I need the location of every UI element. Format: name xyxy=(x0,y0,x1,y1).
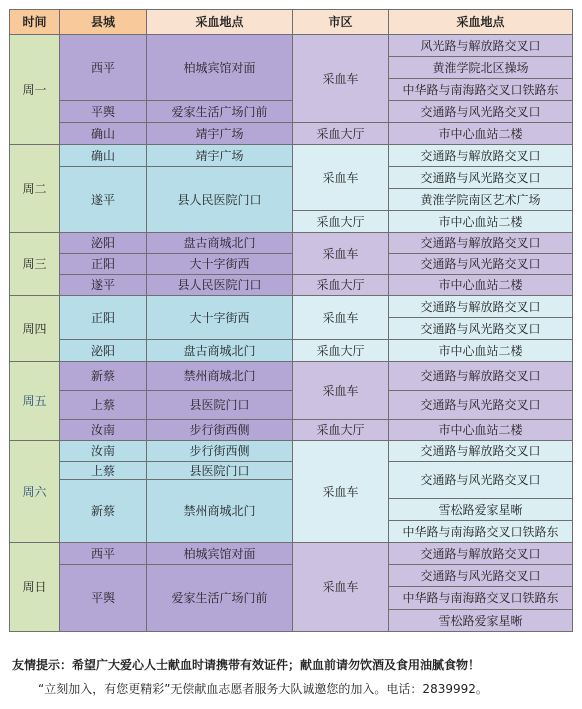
city-site-cell: 交通路与风光路交叉口 xyxy=(389,391,573,420)
county-site-cell: 盘古商城北门 xyxy=(147,340,293,362)
county-site-cell: 禁州商城北门 xyxy=(147,362,293,391)
header-county-site: 采血地点 xyxy=(147,10,293,35)
county-cell: 确山 xyxy=(60,123,147,145)
footer-join: “立刻加入，有您更精彩”无偿献血志愿者服务大队诚邀您的加入。电话：2839992。 xyxy=(38,682,488,696)
day-friday: 周五 xyxy=(10,362,60,441)
city-site-cell: 交通路与解放路交叉口 xyxy=(389,543,573,565)
county-site-cell: 步行街西侧 xyxy=(147,420,293,441)
county-site-cell: 县医院门口 xyxy=(147,462,293,480)
county-cell: 泌阳 xyxy=(60,233,147,254)
city-site-cell: 交通路与风光路交叉口 xyxy=(389,167,573,189)
city-cell: 采血车 xyxy=(293,362,389,420)
county-site-cell: 爱家生活广场门前 xyxy=(147,565,293,632)
county-cell: 泌阳 xyxy=(60,340,147,362)
table-row xyxy=(10,543,573,565)
city-cell: 采血车 xyxy=(293,233,389,275)
city-site-cell: 交通路与解放路交叉口 xyxy=(389,145,573,167)
table-row xyxy=(10,420,573,441)
county-cell: 正阳 xyxy=(60,296,147,340)
table-row xyxy=(10,275,573,296)
county-site-cell: 柏城宾馆对面 xyxy=(147,35,293,101)
city-site-cell: 市中心血站二楼 xyxy=(389,211,573,233)
table-row xyxy=(10,254,573,275)
day-sunday: 周日 xyxy=(10,543,60,632)
city-site-cell: 黄淮学院北区操场 xyxy=(389,57,573,79)
city-cell: 采血大厅 xyxy=(293,275,389,296)
county-site-cell: 盘古商城北门 xyxy=(147,233,293,254)
city-site-cell: 风光路与解放路交叉口 xyxy=(389,35,573,57)
city-site-cell: 交通路与风光路交叉口 xyxy=(389,318,573,340)
county-cell: 新蔡 xyxy=(60,362,147,391)
table-row xyxy=(10,340,573,362)
county-cell: 正阳 xyxy=(60,254,147,275)
county-site-cell: 大十字街西 xyxy=(147,296,293,340)
city-site-cell: 黄淮学院南区艺术广场 xyxy=(389,189,573,211)
county-site-cell: 禁州商城北门 xyxy=(147,480,293,543)
county-site-cell: 柏城宾馆对面 xyxy=(147,543,293,565)
city-site-cell: 交通路与解放路交叉口 xyxy=(389,441,573,462)
county-site-cell: 靖宇广场 xyxy=(147,123,293,145)
table-row xyxy=(10,233,573,254)
city-site-cell: 交通路与解放路交叉口 xyxy=(389,296,573,318)
table-row xyxy=(10,362,573,391)
city-site-cell: 交通路与风光路交叉口 xyxy=(389,565,573,587)
table-row xyxy=(10,441,573,462)
table-row xyxy=(10,565,573,587)
city-site-cell: 市中心血站二楼 xyxy=(389,123,573,145)
city-cell: 采血大厅 xyxy=(293,420,389,441)
city-site-cell: 交通路与风光路交叉口 xyxy=(389,254,573,275)
city-cell: 采血车 xyxy=(293,296,389,340)
county-site-cell: 县人民医院门口 xyxy=(147,275,293,296)
county-site-cell: 县人民医院门口 xyxy=(147,167,293,233)
city-cell: 采血车 xyxy=(293,543,389,632)
county-cell: 西平 xyxy=(60,543,147,565)
county-site-cell: 爱家生活广场门前 xyxy=(147,101,293,123)
county-cell: 西平 xyxy=(60,35,147,101)
county-site-cell: 大十字街西 xyxy=(147,254,293,275)
county-cell: 上蔡 xyxy=(60,462,147,480)
day-tuesday: 周二 xyxy=(10,145,60,233)
city-site-cell: 市中心血站二楼 xyxy=(389,275,573,296)
city-site-cell: 中华路与南海路交叉口铁路东 xyxy=(389,521,573,543)
table-row xyxy=(10,391,573,420)
city-site-cell: 交通路与风光路交叉口 xyxy=(389,462,573,499)
header-row xyxy=(10,10,573,35)
table-row xyxy=(10,35,573,57)
county-site-cell: 步行街西侧 xyxy=(147,441,293,462)
day-thursday: 周四 xyxy=(10,296,60,362)
city-site-cell: 交通路与风光路交叉口 xyxy=(389,101,573,123)
city-site-cell: 雪松路爱家星晰 xyxy=(389,610,573,632)
city-site-cell: 雪松路爱家星晰 xyxy=(389,499,573,521)
blood-donation-schedule-table xyxy=(9,9,573,632)
header-time: 时间 xyxy=(10,10,60,35)
footer-tip: 友情提示：希望广大爱心人士献血时请携带有效证件；献血前请勿饮酒及食用油腻食物！ xyxy=(12,658,481,672)
city-site-cell: 中华路与南海路交叉口铁路东 xyxy=(389,79,573,101)
city-cell: 采血大厅 xyxy=(293,340,389,362)
table-row xyxy=(10,167,573,189)
day-saturday: 周六 xyxy=(10,441,60,543)
county-cell: 确山 xyxy=(60,145,147,167)
table-row xyxy=(10,123,573,145)
city-site-cell: 市中心血站二楼 xyxy=(389,340,573,362)
county-cell: 遂平 xyxy=(60,167,147,233)
city-cell: 采血车 xyxy=(293,145,389,211)
city-site-cell: 市中心血站二楼 xyxy=(389,420,573,441)
city-cell: 采血车 xyxy=(293,441,389,543)
county-cell: 汝南 xyxy=(60,420,147,441)
city-site-cell: 交通路与解放路交叉口 xyxy=(389,233,573,254)
table-row xyxy=(10,462,573,480)
county-site-cell: 县医院门口 xyxy=(147,391,293,420)
day-wednesday: 周三 xyxy=(10,233,60,296)
county-site-cell: 靖宇广场 xyxy=(147,145,293,167)
day-monday: 周一 xyxy=(10,35,60,145)
county-cell: 平舆 xyxy=(60,565,147,632)
city-cell: 采血大厅 xyxy=(293,211,389,233)
header-county: 县城 xyxy=(60,10,147,35)
county-cell: 新蔡 xyxy=(60,480,147,543)
city-cell: 采血车 xyxy=(293,35,389,123)
table-row xyxy=(10,101,573,123)
county-cell: 上蔡 xyxy=(60,391,147,420)
city-site-cell: 中华路与南海路交叉口铁路东 xyxy=(389,587,573,610)
county-cell: 平舆 xyxy=(60,101,147,123)
table-row xyxy=(10,145,573,167)
table-row xyxy=(10,296,573,318)
county-cell: 汝南 xyxy=(60,441,147,462)
city-cell: 采血大厅 xyxy=(293,123,389,145)
header-city-site: 采血地点 xyxy=(389,10,573,35)
city-site-cell: 交通路与解放路交叉口 xyxy=(389,362,573,391)
county-cell: 遂平 xyxy=(60,275,147,296)
header-city: 市区 xyxy=(293,10,389,35)
